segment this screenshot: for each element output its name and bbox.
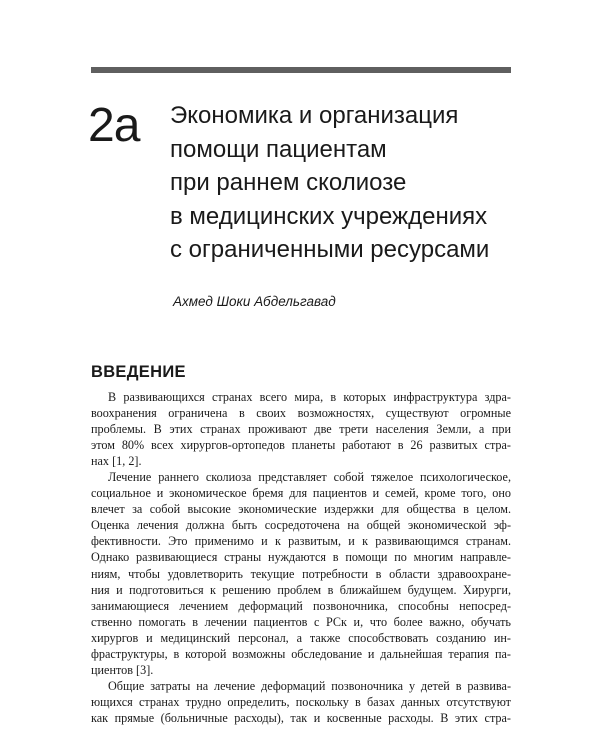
chapter-title <box>170 99 510 267</box>
text-line: ющихся странах трудно определить, поскольку в базах данных отсутствуют <box>91 694 511 709</box>
chapter-title-line: при раннем сколиозе <box>170 169 407 196</box>
text-line: В развивающихся странах всего мира, в которых инфраструктура здра- <box>108 390 511 404</box>
text-line: занимающиеся лечением деформаций позвоночника, способны непосред- <box>91 598 511 613</box>
text-line: как прямые (больничные расходы), так и косвенные расходы. В этих стра- <box>91 710 511 725</box>
text-line: ниям, чтобы удовлетворить текущие потребности в области здравоохране- <box>91 566 511 581</box>
chapter-author: Ахмед Шоки Абдельгавад <box>173 294 336 309</box>
chapter-top-rule <box>91 67 511 73</box>
text-line: фективности. Это применимо и к развитым, и к развивающимся странам. <box>91 534 511 549</box>
text-line: хирургов и медицинский персонал, а также способствовать созданию ин- <box>91 630 511 645</box>
section-heading: ВВЕДЕНИЕ <box>91 363 186 381</box>
text-line: проблемы. В этих странах проживают две трети населения Земли, а при <box>91 422 511 437</box>
paragraph <box>91 469 511 678</box>
text-line: циентов [3]. <box>91 662 154 677</box>
text-line: Лечение раннего сколиоза представляет собой тяжелое психологическое, <box>108 470 511 485</box>
text-line: Оценка лечения должна быть сосредоточена на общей экономической эф- <box>91 518 511 533</box>
chapter-title-line: с ограниченными ресурсами <box>170 236 490 263</box>
text-line: социальное и экономическое бремя для пациентов и семей, кроме того, оно <box>91 486 511 501</box>
paragraph <box>91 678 511 726</box>
paragraph <box>91 389 511 469</box>
text-line: Общие затраты на лечение деформаций позвоночника у детей в развива- <box>108 678 511 693</box>
chapter-title-line: в медицинских учреждениях <box>170 202 488 230</box>
text-line: этом 80% всех хирургов-ортопедов планеты работают в 26 развитых стра- <box>91 438 511 453</box>
text-line: воохранения ограничена в своих возможностях, существуют огромные <box>91 406 511 421</box>
text-line: Однако развивающиеся страны нуждаются в помощи по многим направле- <box>91 550 511 565</box>
text-line: ния и подготовиться к решению проблем в ближайшем будущем. Хирурги, <box>91 582 511 597</box>
chapter-number: 2а <box>88 99 140 152</box>
text-line: влечет за собой высокие экономические издержки для общества в целом. <box>91 502 511 517</box>
text-line: фраструктуры, в которой возможны обследование и дальнейшая терапия па- <box>91 646 511 661</box>
body-text <box>91 389 511 726</box>
chapter-title-line: помощи пациентам <box>170 135 387 163</box>
text-line: нах [1, 2]. <box>91 454 142 469</box>
text-line: ственно помогать в лечении пациентов с РСк и, что более важно, обучать <box>91 614 511 629</box>
chapter-title-line: Экономика и организация <box>170 102 459 129</box>
